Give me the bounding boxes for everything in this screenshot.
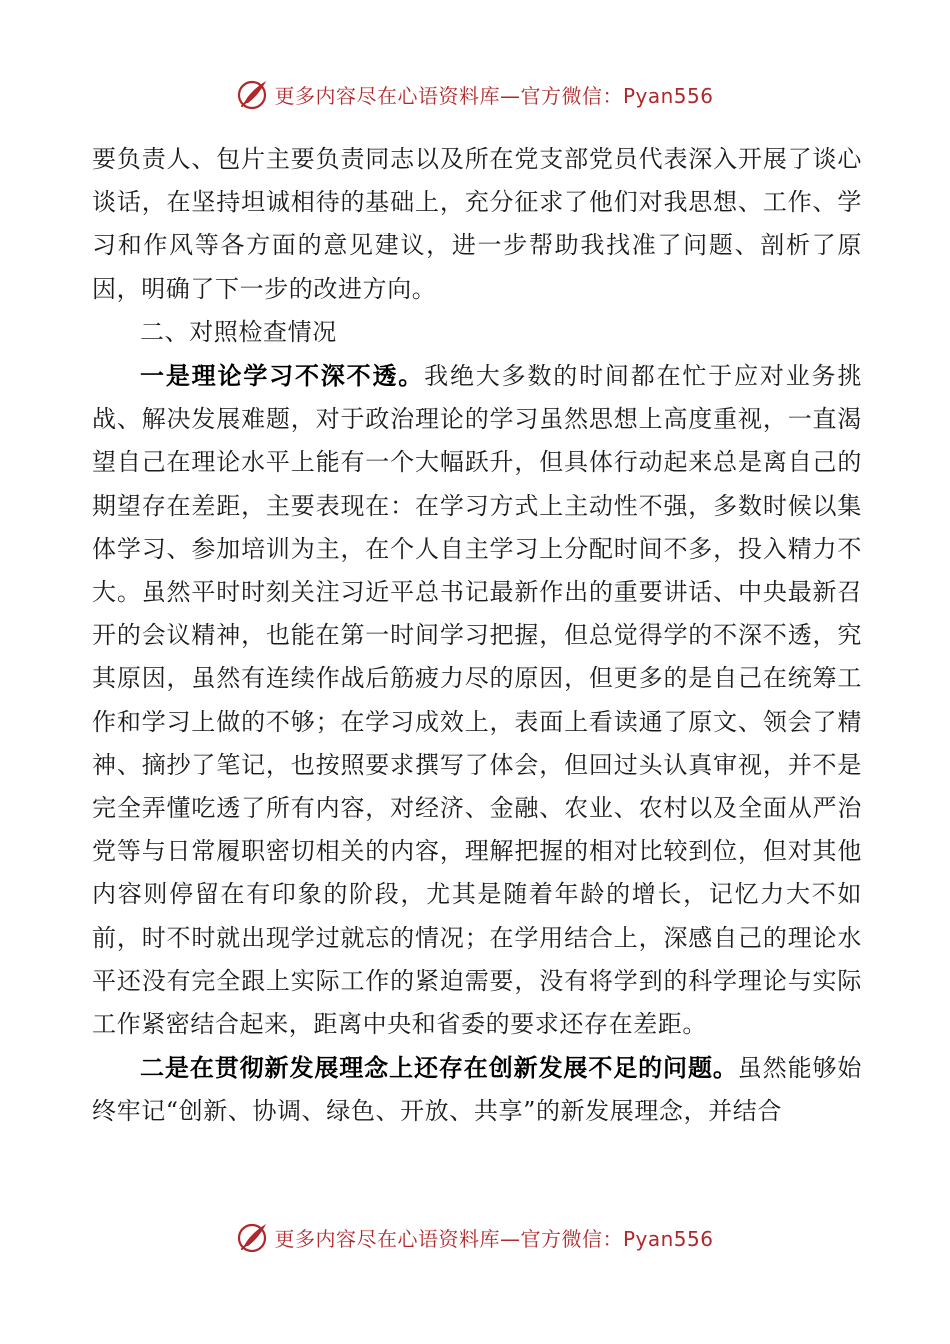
paragraph-theory-study bbox=[92, 354, 862, 1046]
header-banner-text: 更多内容尽在心语资料库—官方微信：Pyan556 bbox=[274, 83, 714, 108]
quill-pen-logo-icon bbox=[236, 77, 270, 111]
paragraph-theory-study-lead: 一是理论学习不深不透。 bbox=[140, 361, 425, 391]
paragraph-theory-study-text: 我绝大多数的时间都在忙于应对业务挑战、解决发展难题，对于政治理论的学习虽然思想上高度重视，一直渴望自己在理论水平上能有一个大幅跃升，但具体行动起来总是离自己的期望存在差距，主要表现在：在学习方式上主动性不强，多数时候以集体学习、参加培训为主，在个人自主学习上分配时间不多，投入精力不大。虽然平时时刻关注习近平总书记最新作出的重要讲话、中央最新召开的会议精神，也能在第一时间学习把握，但总觉得学的不深不透，究其原因，虽然有连续作战后筋疲力尽的原因，但更多的是自己在统筹工作和学习上做的不够；在学习成效上，表面上看读通了原文、领会了精神、摘抄了笔记，也按照要求撰写了体会，但回过头认真审视，并不是完全弄懂吃透了所有内容，对经济、金融、农业、农村以及全面从严治党等与日常履职密切相关的内容，理解把握的相对比较到位，但对其他内容则停留在有印象的阶段，尤其是随着年龄的增长，记忆力大不如前，时不时就出现学过就忘的情况；在学用结合上，深感自己的理论水平还没有完全跟上实际工作的紧迫需要，没有将学到的科学理论与实际工作紧密结合起来，距离中央和省委的要求还存在差距。 bbox=[92, 362, 862, 1039]
footer-banner-text: 更多内容尽在心语资料库—官方微信：Pyan556 bbox=[274, 1226, 714, 1251]
header-watermark-banner bbox=[0, 72, 950, 116]
paragraph-new-development-text: 虽然能够始终牢记“创新、协调、绿色、开放、共享”的新发展理念，并结合 bbox=[92, 1054, 862, 1126]
document-body bbox=[92, 138, 862, 1134]
section-heading bbox=[92, 311, 862, 354]
quill-pen-logo-icon bbox=[236, 1220, 270, 1254]
paragraph-intro bbox=[92, 138, 862, 311]
paragraph-new-development bbox=[92, 1046, 862, 1133]
footer-watermark-banner bbox=[0, 1215, 950, 1259]
paragraph-new-development-lead: 二是在贯彻新发展理念上还存在创新发展不足的问题。 bbox=[140, 1053, 738, 1083]
paragraph-intro-text: 要负责人、包片主要负责同志以及所在党支部党员代表深入开展了谈心谈话，在坚持坦诚相待的基础上，充分征求了他们对我思想、工作、学习和作风等各方面的意见建议，进一步帮助我找准了问题、剖析了原因，明确了下一步的改进方向。 bbox=[92, 145, 862, 303]
section-heading-text: 二、对照检查情况 bbox=[140, 317, 337, 346]
